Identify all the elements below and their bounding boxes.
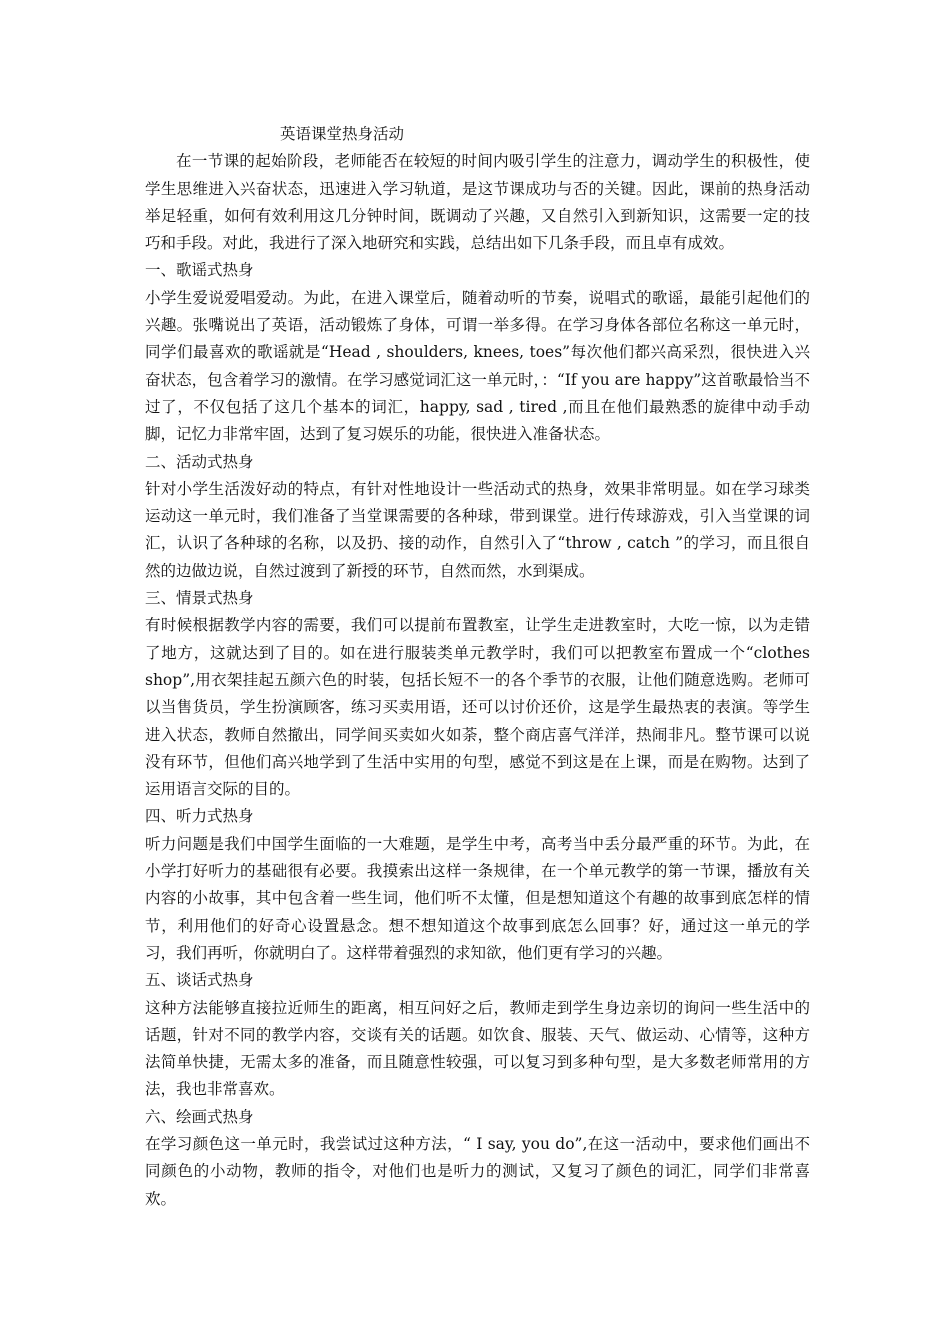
section-body-songs: 小学生爱说爱唱爱动。为此，在进入课堂后，随着动听的节奏，说唱式的歌谣，最能引起他们的兴趣。张嘴说出了英语，活动锻炼了身体，可谓一举多得。在学习身体各部位名称这一单元时，同学们最喜欢的歌谣就是“Head , shoulders, knees, toes”每次他们都兴高采烈，很快进入兴奋状态，包含着学习的激情。在学习感觉词汇这一单元时，：“If you are happy”这首歌最恰当不过了，不仅包括了这几个基本的词汇，happy, sad , tired ,而且在他们最熟悉的旋律中动手动脚，记忆力非常牢固，达到了复习娱乐的功能，很快进入准备状态。 (145, 288, 810, 444)
section-heading-drawing: 六、绘画式热身 (145, 1107, 254, 1126)
section-body-conversation: 这种方法能够直接拉近师生的距离，相互问好之后，教师走到学生身边亲切的询问一些生活中的话题，针对不同的教学内容，交谈有关的话题。如饮食、服装、天气、做运动、心情等，这种方法简单快捷，无需太多的准备，而且随意性较强，可以复习到多种句型，是大多数老师常用的方法，我也非常喜欢。 (145, 998, 810, 1099)
section-body-activities: 针对小学生活泼好动的特点，有针对性地设计一些活动式的热身，效果非常明显。如在学习球类运动这一单元时，我们准备了当堂课需要的各种球，带到课堂。进行传球游戏，引入当堂课的词汇，认识了各种球的名称，以及扔、接的动作，自然引入了“throw , catch ”的学习，而且很自然的边做边说，自然过渡到了新授的环节，自然而然，水到渠成。 (145, 479, 810, 580)
section-heading-scenarios: 三、情景式热身 (145, 589, 254, 608)
document-title: 英语课堂热身活动 (280, 125, 405, 143)
section-heading-conversation: 五、谈话式热身 (145, 971, 254, 990)
section-body-drawing: 在学习颜色这一单元时，我尝试过这种方法，“ I say, you do”,在这一活动中，要求他们画出不同颜色的小动物，教师的指令，对他们也是听力的测试，又复习了颜色的词汇，同学们非常喜欢。 (145, 1134, 810, 1208)
section-body-listening: 听力问题是我们中国学生面临的一大难题，是学生中考，高考当中丢分最严重的环节。为此，在小学打好听力的基础很有必要。我摸索出这样一条规律，在一个单元教学的第一节课，播放有关内容的小故事，其中包含着一些生词，他们听不太懂，但是想知道这个有趣的故事到底怎样的情节，利用他们的好奇心设置悬念。想不想知道这个故事到底怎么回事？好，通过这一单元的学习，我们再听，你就明白了。这样带着强烈的求知欲，他们更有学习的兴趣。 (145, 834, 810, 962)
section-heading-activities: 二、活动式热身 (145, 452, 254, 471)
intro-paragraph: 在一节课的起始阶段，老师能否在较短的时间内吸引学生的注意力，调动学生的积极性，使学生思维进入兴奋状态，迅速进入学习轨道，是这节课成功与否的关键。因此，课前的热身活动举足轻重，如何有效利用这几分钟时间，既调动了兴趣，又自然引入到新知识，这需要一定的技巧和手段。对此，我进行了深入地研究和实践，总结出如下几条手段，而且卓有成效。 (145, 152, 810, 253)
section-heading-songs: 一、歌谣式热身 (145, 261, 254, 280)
section-body-scenarios: 有时候根据教学内容的需要，我们可以提前布置教室，让学生走进教室时，大吃一惊，以为走错了地方，这就达到了目的。如在进行服装类单元教学时，我们可以把教室布置成一个“clothes shop”,用衣架挂起五颜六色的时装，包括长短不一的各个季节的衣服，让他们随意选购。老师可以当售货员，学生扮演顾客，练习买卖用语，还可以讨价还价，这是学生最热衷的表演。等学生进入状态，教师自然撤出，同学间买卖如火如荼，整个商店喜气洋洋，热闹非凡。整节课可以说没有环节，但他们高兴地学到了生活中实用的句型，感觉不到这是在上课，而是在购物。达到了运用语言交际的目的。 (145, 616, 810, 799)
section-heading-listening: 四、听力式热身 (145, 807, 254, 826)
document-body (145, 121, 810, 1213)
